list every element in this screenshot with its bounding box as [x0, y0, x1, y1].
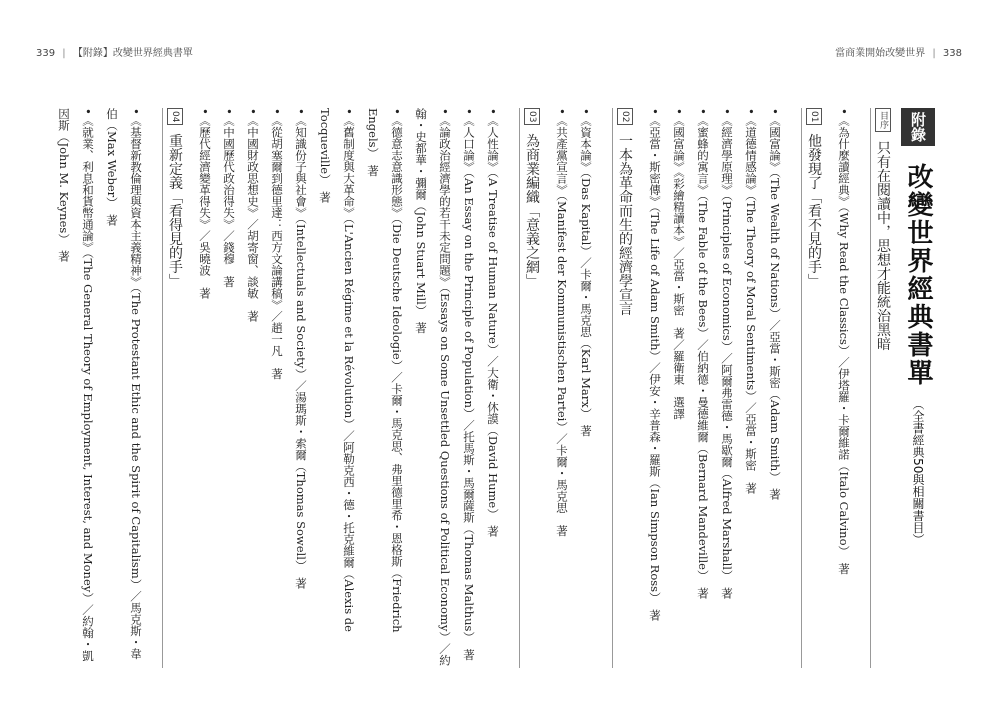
book-entry: •《國富論》（The Wealth of Nations）／亞當・斯密（Adam Smith） 著: [768, 108, 782, 501]
section-heading-text: 為商業編織「意義之網」: [524, 133, 540, 288]
book-entry: •《經濟學原理》（Principles of Economics）／阿爾弗雷德・馬歇爾（Alfred Marshall） 著: [720, 108, 734, 599]
section-entries: [52, 108, 148, 668]
book-entry: •《亞當・斯密傳》（The Life of Adam Smith）／伊安・辛普森・羅斯（Ian Simpson Ross） 著: [648, 108, 662, 621]
section-number: 01: [806, 108, 822, 125]
book-entry: •《就業、利息和貨幣通論》（The General Theory of Employment, Interest, and Money）／約翰・凱因斯（John M. Keynes） 著: [57, 108, 95, 662]
section-number: 03: [524, 108, 540, 125]
page-number-left: 339: [36, 48, 56, 59]
book-entry: •《蜜蜂的寓言》（The Fable of the Bees）／伯納德・曼德維爾（Bernard Mandeville） 著: [696, 108, 710, 599]
page-number-right: 338: [942, 48, 962, 59]
book-entry: •《道德情感論》（The Theory of Moral Sentiments）／亞當・斯密 著: [744, 108, 758, 494]
section-heading: [870, 108, 893, 668]
section-heading-text: 一本為革命而生的經濟學宣言: [617, 133, 633, 316]
page-header-left: [36, 44, 193, 59]
section-heading: [801, 108, 824, 668]
section-heading-text: 他發現了「看不見的手」: [806, 133, 822, 288]
book-entry: •《德意志意識形態》（Die Deutsche Ideologie）／卡爾・馬克思、弗里德里希・恩格斯（Friedrich Engels） 著: [366, 108, 404, 633]
book-entry: •《共產黨宣言》（Manifest der Kommunistischen Partei）／卡爾・馬克思 著: [555, 108, 569, 537]
book-entry: •《基督新教倫理與資本主義精神》（The Protestant Ethic and the Spirit of Capitalism）／馬克斯・韋伯（Max Weber） 著: [105, 108, 143, 660]
book-entry: •《中國歷代政治得失》／錢穆 著: [222, 108, 236, 288]
book-entry: •《國富論》《彩繪精讀本》／亞當・斯密 著／羅衛東 選譯: [672, 108, 686, 420]
header-separator: |: [62, 48, 66, 59]
section-heading: [162, 108, 185, 668]
running-title-left: 【附錄】改變世界經典書單: [72, 48, 193, 59]
book-entry: •《人口論》（An Essay on the Principle of Population）／托馬斯・馬爾薩斯（Thomas Malthus） 著: [462, 108, 476, 661]
book-spread: [57, 108, 935, 688]
section-heading: [519, 108, 542, 668]
book-entry: •《歷代經濟變革得失》／吳曉波 著: [198, 108, 212, 299]
section-number: 04: [167, 108, 183, 125]
book-entry: •《從胡塞爾到德里達：西方文論講稿》／趙一凡 著: [270, 108, 284, 380]
book-entry: •《為什麼讀經典》（Why Read the Classics）／伊塔羅・卡爾維諾（Italo Calvino） 著: [837, 108, 851, 575]
section-entries: [550, 108, 598, 668]
running-title-right: 當商業開始改變世界: [835, 48, 926, 59]
section-entries: [832, 108, 856, 668]
book-entry: •《論政治經濟學的若干未定問題》（Essays on Some Unsettled Questions of Political Economy）／約翰・史都華・彌爾（John Stuart Mill） 著: [414, 108, 452, 666]
book-entry: •《資本論》（Das Kapital）／卡爾・馬克思（Karl Marx） 著: [579, 108, 593, 437]
section-entries: [643, 108, 787, 668]
book-entry: •《舊制度與大革命》（L'Ancien Régime et la Révolution）／阿勒克西・德・托克維爾（Alexis de Tocqueville） 著: [318, 108, 356, 632]
section-number: 目序: [875, 108, 891, 132]
appendix-badge: 附錄: [901, 108, 935, 146]
book-entry: •《人性論》（A Treatise of Human Nature）／大衛・休謨（David Hume） 著: [486, 108, 500, 537]
header-separator: |: [932, 48, 936, 59]
page-header-right: [835, 44, 962, 59]
section-number: 02: [617, 108, 633, 125]
appendix-title: [901, 108, 935, 668]
book-entry: •《知識份子與社會》（Intellectuals and Society）／湯瑪斯・索爾（Thomas Sowell） 著: [294, 108, 308, 589]
book-entry: •《中國財政思想史》／胡寄窗、談敏 著: [246, 108, 260, 322]
section-heading: [612, 108, 635, 668]
section-heading-text: 只有在閱讀中，思想才能統治黑暗: [875, 140, 891, 351]
appendix-main-title: 改變世界經典書單: [903, 163, 933, 388]
appendix-subtitle: （全書經典50與相關書目）: [911, 398, 925, 546]
section-heading-text: 重新定義「看得見的手」: [167, 133, 183, 288]
section-entries: [193, 108, 505, 668]
